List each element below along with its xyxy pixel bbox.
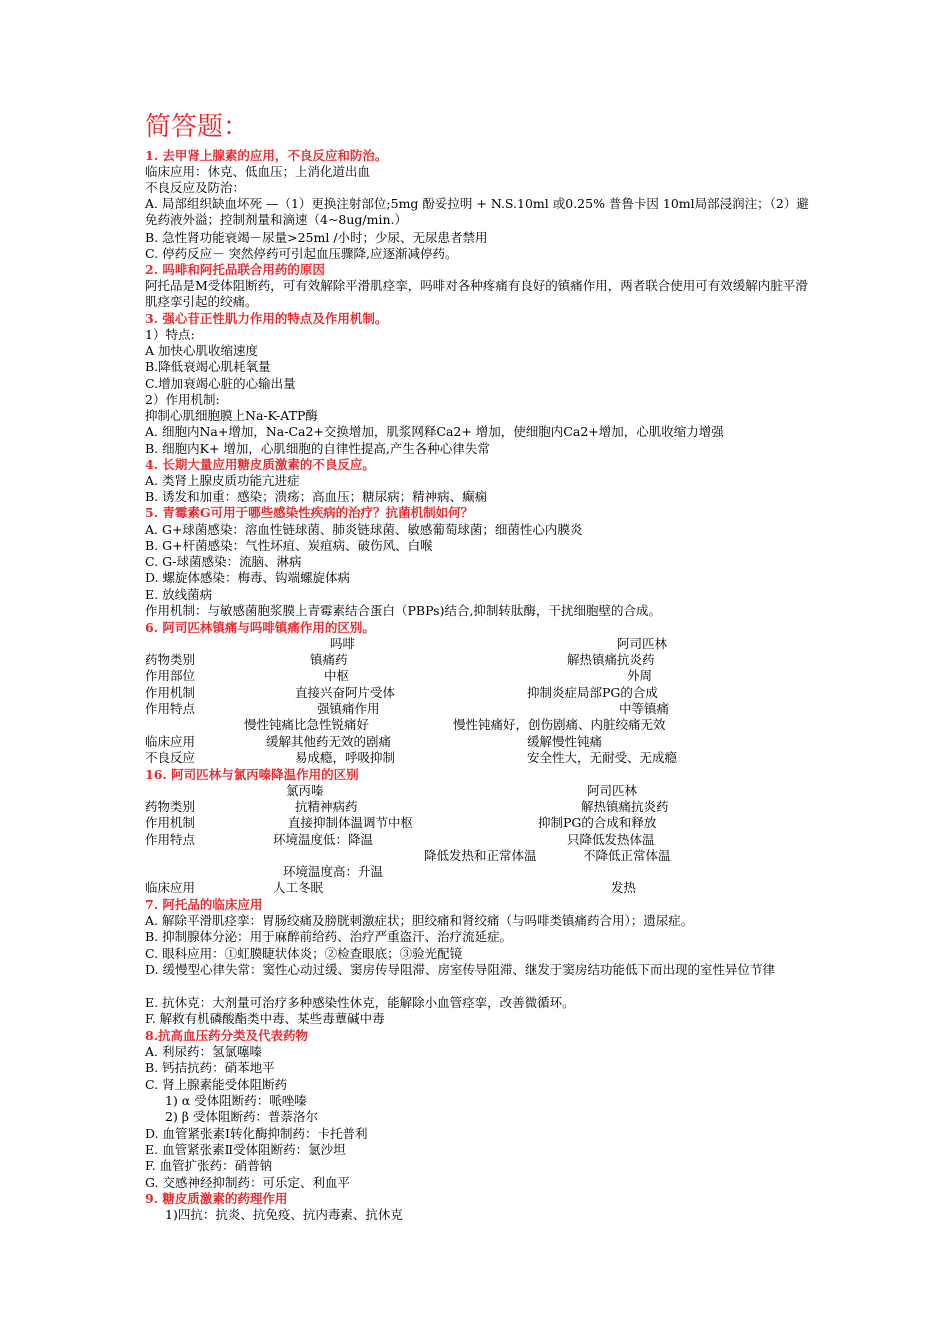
section-heading-1: 1. 去甲肾上腺素的应用，不良反应和防治。 xyxy=(145,148,388,163)
cell: 人工冬眠 xyxy=(273,880,324,895)
cell: 降低发热和正常体温 xyxy=(424,848,537,863)
cell: 抑制炎症局部PG的合成 xyxy=(527,685,658,700)
cell: 缓解慢性钝痛 xyxy=(527,734,603,749)
text-line: B. 钙拮抗药：硝苯地平 xyxy=(145,1060,275,1075)
text-line: 1)四抗：抗炎、抗免疫、抗内毒素、抗休克 xyxy=(165,1207,403,1222)
row-label: 临床应用 xyxy=(145,880,196,895)
cell: 抑制PG的合成和释放 xyxy=(538,815,657,830)
text-line: A 加快心肌收缩速度 xyxy=(145,343,259,358)
text-line: C. 肾上腺素能受体阻断药 xyxy=(145,1077,288,1092)
text-line: 1) α 受体阻断药：哌唑嗪 xyxy=(165,1093,307,1108)
text-line: A. 解除平滑肌痉挛：胃肠绞痛及膀胱刺激症状；胆绞痛和肾绞痛（与吗啡类镇痛药合用）；遗尿症。 xyxy=(145,913,694,928)
text-line: A. 类肾上腺皮质功能亢进症 xyxy=(145,473,300,488)
row-label: 作用特点 xyxy=(145,832,196,847)
text-line: B. 急性肾功能衰竭－尿量>25ml /小时；少尿、无尿患者禁用 xyxy=(145,230,488,245)
text-line: A. 细胞内Na+增加，Na-Ca2+交换增加，肌浆网释Ca2+ 增加，使细胞内Ca2+增加，心肌收缩力增强 xyxy=(145,424,724,439)
cell: 发热 xyxy=(611,880,637,895)
text-line: F. 解救有机磷酸酯类中毒、某些毒蕈碱中毒 xyxy=(145,1011,385,1026)
cell: 中等镇痛 xyxy=(619,701,670,716)
column-header-chlorpromazine: 氯丙嗪 xyxy=(286,783,324,798)
row-label: 临床应用 xyxy=(145,734,196,749)
row-label: 作用机制 xyxy=(145,685,196,700)
section-heading-6: 6. 阿司匹林镇痛与吗啡镇痛作用的区别。 xyxy=(145,620,375,635)
cell: 缓解其他药无效的剧痛 xyxy=(266,734,392,749)
text-paragraph: 阿托品是M受体阻断药，可有效解除平滑肌痉挛，吗啡对各种疼痛有良好的镇痛作用，两者联合使用可有效缓解内脏平滑肌痉挛引起的绞痛。 xyxy=(145,278,808,309)
section-heading-7: 7. 阿托品的临床应用 xyxy=(145,897,263,912)
text-line: E. 血管紧张素Ⅱ受体阻断药：氯沙坦 xyxy=(145,1142,346,1157)
text-paragraph: A. 局部组织缺血坏死 —（1）更换注射部位;5mg 酚妥拉明 + N.S.10ml 或0.25% 普鲁卡因 10ml局部浸润注；（2）避免药液外溢；控制剂量和滴速（4~8ug/min.） xyxy=(145,196,809,227)
text-line: F. 血管扩张药：硝普钠 xyxy=(145,1158,273,1173)
row-label: 药物类别 xyxy=(145,652,196,667)
text-line: A. 利尿药：氢氯噻嗪 xyxy=(145,1044,262,1059)
section-heading-5: 5. 青霉素G可用于哪些感染性疾病的治疗？抗菌机制如何？ xyxy=(145,505,474,520)
row-label: 作用部位 xyxy=(145,668,196,683)
row-label: 不良反应 xyxy=(145,750,196,765)
cell: 解热镇痛抗炎药 xyxy=(581,799,669,814)
text-line: B. 细胞内K+ 增加，心肌细胞的自律性提高,产生各种心律失常 xyxy=(145,441,490,456)
text-line: C. 眼科应用：①虹膜睫状体炎；②检查眼底；③验光配镜 xyxy=(145,946,463,961)
column-header-aspirin: 阿司匹林 xyxy=(617,636,668,651)
cell: 只降低发热体温 xyxy=(567,832,655,847)
text-line: 抑制心肌细胞膜上Na-K-ATP酶 xyxy=(145,408,318,423)
text-line: C. G-球菌感染：流脑、淋病 xyxy=(145,554,302,569)
text-line: B. 抑制腺体分泌：用于麻醉前给药、治疗严重盗汗、治疗流延症。 xyxy=(145,929,513,944)
text-line: E. 放线菌病 xyxy=(145,587,213,602)
cell: 安全性大，无耐受、无成瘾 xyxy=(527,750,678,765)
section-heading-3: 3. 强心苷正性肌力作用的特点及作用机制。 xyxy=(145,311,388,326)
cell: 环境温度低：降温 xyxy=(273,832,374,847)
text-line: C. 停药反应－ 突然停药可引起血压骤降,应逐渐减停药。 xyxy=(145,246,458,261)
section-heading-2: 2. 吗啡和阿托品联合用药的原因 xyxy=(145,262,325,277)
row-label: 药物类别 xyxy=(145,799,196,814)
text-line: 2）作用机制: xyxy=(145,392,220,407)
row-label: 作用机制 xyxy=(145,815,196,830)
text-line: 1）特点: xyxy=(145,327,195,342)
text-line: 2) β 受体阻断药：普萘洛尔 xyxy=(165,1109,319,1124)
cell: 中枢 xyxy=(324,668,350,683)
section-heading-9: 9. 糖皮质激素的药理作用 xyxy=(145,1191,288,1206)
cell: 镇痛药 xyxy=(310,652,348,667)
text-line: 作用机制：与敏感菌胞浆膜上青霉素结合蛋白（PBPs)结合,抑制转肽酶，干扰细胞壁的合成。 xyxy=(145,603,661,618)
row-label: 作用特点 xyxy=(145,701,196,716)
text-line: A. G+球菌感染：溶血性链球菌、肺炎链球菌、敏感葡萄球菌；细菌性心内膜炎 xyxy=(145,522,583,537)
text-line: 临床应用：休克、低血压；上消化道出血 xyxy=(145,164,371,179)
section-heading-8: 8.抗高血压药分类及代表药物 xyxy=(145,1028,309,1043)
text-line: 不良反应及防治： xyxy=(145,180,246,195)
cell: 慢性钝痛好，创伤剧痛、内脏绞痛无效 xyxy=(453,717,666,732)
text-line: C.增加衰竭心脏的心输出量 xyxy=(145,376,296,391)
cell: 强镇痛作用 xyxy=(317,701,380,716)
page-title: 简答题： xyxy=(145,112,250,142)
text-line: D. 螺旋体感染：梅毒、钩端螺旋体病 xyxy=(145,570,351,585)
cell: 直接抑制体温调节中枢 xyxy=(288,815,414,830)
text-line: B. 诱发和加重：感染；溃疡；高血压；糖尿病；精神病、癫痫 xyxy=(145,489,488,504)
text-line: G. 交感神经抑制药：可乐定、利血平 xyxy=(145,1175,350,1190)
column-header-morphine: 吗啡 xyxy=(330,636,356,651)
cell: 解热镇痛抗炎药 xyxy=(567,652,655,667)
text-paragraph: D. 缓慢型心律失常：窦性心动过缓、窦房传导阻滞、房室传导阻滞、继发于窦房结功能低下而出现的室性异位节律 xyxy=(145,962,776,977)
cell: 不降低正常体温 xyxy=(583,848,671,863)
cell: 环境温度高：升温 xyxy=(283,864,384,879)
cell: 外周 xyxy=(627,668,653,683)
cell: 抗精神病药 xyxy=(295,799,358,814)
cell: 易成瘾，呼吸抑制 xyxy=(295,750,396,765)
cell: 慢性钝痛比急性锐痛好 xyxy=(244,717,370,732)
cell: 直接兴奋阿片受体 xyxy=(295,685,396,700)
section-heading-4: 4. 长期大量应用糖皮质激素的不良反应。 xyxy=(145,457,375,472)
text-line: B.降低衰竭心肌耗氧量 xyxy=(145,359,271,374)
section-heading-16: 16. 阿司匹林与氯丙嗪降温作用的区别 xyxy=(145,767,359,782)
text-line: E. 抗休克：大剂量可治疗多种感染性休克，能解除小血管痉挛，改善微循环。 xyxy=(145,995,575,1010)
text-line: B. G+杆菌感染：气性坏疽、炭疽病、破伤风、白喉 xyxy=(145,538,433,553)
text-line: D. 血管紧张素Ⅰ转化酶抑制药：卡托普利 xyxy=(145,1126,368,1141)
column-header-aspirin: 阿司匹林 xyxy=(587,783,638,798)
